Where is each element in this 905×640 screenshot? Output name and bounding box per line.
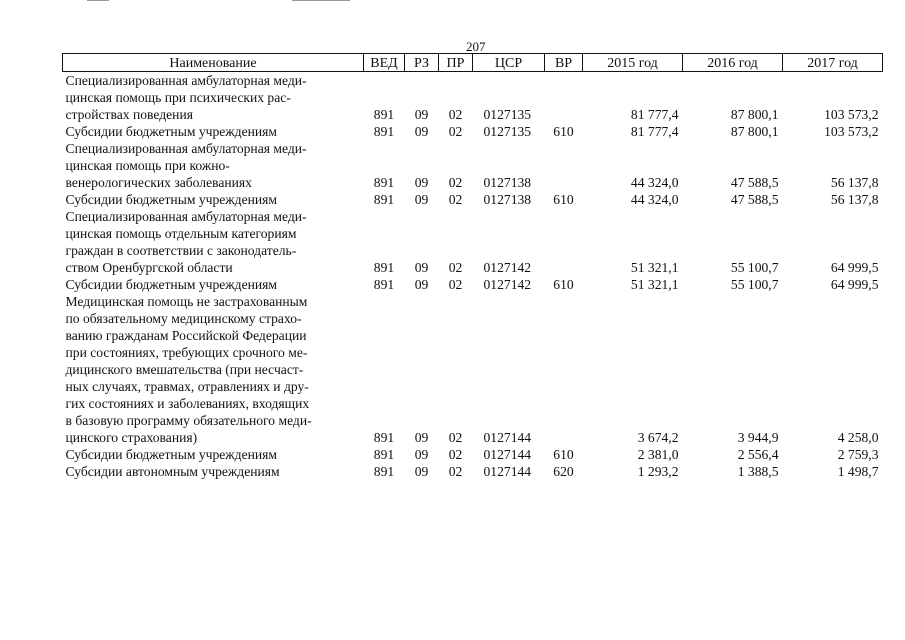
- row-2015: 81 777,4: [630, 124, 679, 139]
- budget-table-container: [62, 53, 882, 480]
- header-ved: ВЕД: [364, 54, 405, 72]
- row-rz: 09: [414, 175, 429, 190]
- row-pr: 02: [448, 192, 463, 207]
- row-ved: 891: [373, 175, 395, 190]
- table-header: [63, 54, 883, 72]
- row-2015: 2 381,0: [637, 447, 679, 462]
- row-2016: 87 800,1: [730, 107, 779, 122]
- header-2016: 2016 год: [683, 54, 783, 72]
- row-csr: 0127144: [483, 447, 532, 462]
- table-row: [63, 276, 883, 293]
- row-2016: 3 944,9: [737, 430, 779, 445]
- row-csr: 0127135: [483, 124, 532, 139]
- table-row: [63, 140, 883, 191]
- row-2017: 103 573,2: [824, 124, 879, 139]
- table-row: [63, 72, 883, 124]
- row-csr: 0127138: [483, 175, 532, 190]
- row-2015: 3 674,2: [637, 430, 679, 445]
- row-2016: 47 588,5: [730, 175, 779, 190]
- header-2015: 2015 год: [583, 54, 683, 72]
- row-pr: 02: [448, 175, 463, 190]
- row-csr: 0127144: [483, 430, 532, 445]
- row-name: Медицинская помощь не застрахованным по обязательному медицинскому страхо- ванию гражданам Российской Федерации при состояниях, требующих срочного ме- дицинского вмешательства (при несчаст- ных случаях, травмах, отравлениях и дру- гих состояниях и заболеваниях, входящих в базовую программу обязательного меди- цинского страхования): [65, 294, 312, 445]
- row-rz: 09: [414, 107, 429, 122]
- row-rz: 09: [414, 192, 429, 207]
- row-rz: 09: [414, 447, 429, 462]
- row-2016: 87 800,1: [730, 124, 779, 139]
- row-2015: 44 324,0: [630, 175, 679, 190]
- row-rz: 09: [414, 464, 429, 479]
- row-2016: 1 388,5: [737, 464, 779, 479]
- row-pr: 02: [448, 430, 463, 445]
- row-csr: 0127142: [483, 260, 532, 275]
- row-name: Специализированная амбулаторная меди- цинская помощь при кожно- венерологических заболеваниях: [65, 141, 307, 190]
- header-csr: ЦСР: [473, 54, 545, 72]
- row-vr: 610: [553, 277, 574, 292]
- row-name: Субсидии бюджетным учреждениям: [65, 124, 278, 139]
- row-name: Специализированная амбулаторная меди- цинская помощь отдельным категориям граждан в соответствии с законодатель- ством Оренбургской области: [65, 209, 307, 275]
- table-body: [63, 72, 883, 481]
- row-2017: 103 573,2: [824, 107, 879, 122]
- row-2017: 56 137,8: [830, 175, 879, 190]
- page-number: 207: [466, 39, 486, 54]
- header-name: Наименование: [63, 54, 364, 72]
- row-vr: [545, 72, 583, 124]
- row-rz: 09: [414, 124, 429, 139]
- row-pr: 02: [448, 277, 463, 292]
- row-ved: 891: [373, 107, 395, 122]
- header-rz: РЗ: [405, 54, 439, 72]
- row-vr: [545, 293, 583, 446]
- row-2016: 47 588,5: [730, 192, 779, 207]
- row-ved: 891: [373, 464, 395, 479]
- table-row: [63, 208, 883, 276]
- row-vr: [545, 140, 583, 191]
- header-vr: ВР: [545, 54, 583, 72]
- table-row: [63, 123, 883, 140]
- table-row: [63, 293, 883, 446]
- row-ved: 891: [373, 192, 395, 207]
- row-name: Субсидии бюджетным учреждениям: [65, 277, 278, 292]
- row-vr: 610: [553, 192, 574, 207]
- row-2017: 2 759,3: [837, 447, 879, 462]
- row-2015: 1 293,2: [637, 464, 679, 479]
- row-pr: 02: [448, 124, 463, 139]
- budget-table: [62, 53, 883, 480]
- row-csr: 0127142: [483, 277, 532, 292]
- row-name: Специализированная амбулаторная меди- цинская помощь при психических рас- стройствах поведения: [65, 73, 307, 122]
- row-2016: 55 100,7: [730, 277, 779, 292]
- row-ved: 891: [373, 124, 395, 139]
- row-2015: 51 321,1: [630, 277, 679, 292]
- row-2017: 56 137,8: [830, 192, 879, 207]
- row-rz: 09: [414, 430, 429, 445]
- row-csr: 0127135: [483, 107, 532, 122]
- row-csr: 0127138: [483, 192, 532, 207]
- table-row: [63, 191, 883, 208]
- row-pr: 02: [448, 464, 463, 479]
- row-2016: 2 556,4: [737, 447, 779, 462]
- header-2017: 2017 год: [783, 54, 883, 72]
- row-ved: 891: [373, 260, 395, 275]
- row-2015: 51 321,1: [630, 260, 679, 275]
- row-vr: 610: [553, 124, 574, 139]
- row-ved: 891: [373, 277, 395, 292]
- row-ved: 891: [373, 447, 395, 462]
- row-2015: 44 324,0: [630, 192, 679, 207]
- scan-edge-mark: [292, 0, 350, 1]
- header-pr: ПР: [439, 54, 473, 72]
- row-2017: 64 999,5: [830, 277, 879, 292]
- row-name: Субсидии бюджетным учреждениям: [65, 447, 278, 462]
- row-vr: [545, 208, 583, 276]
- row-vr: 620: [553, 464, 574, 479]
- row-2015: 81 777,4: [630, 107, 679, 122]
- row-2017: 64 999,5: [830, 260, 879, 275]
- row-ved: 891: [373, 430, 395, 445]
- table-row: [63, 446, 883, 463]
- row-2016: 55 100,7: [730, 260, 779, 275]
- row-vr: 610: [553, 447, 574, 462]
- row-csr: 0127144: [483, 464, 532, 479]
- row-rz: 09: [414, 260, 429, 275]
- row-name: Субсидии бюджетным учреждениям: [65, 192, 278, 207]
- row-rz: 09: [414, 277, 429, 292]
- table-row: [63, 463, 883, 480]
- row-pr: 02: [448, 447, 463, 462]
- row-pr: 02: [448, 107, 463, 122]
- row-2017: 4 258,0: [837, 430, 879, 445]
- row-name: Субсидии автономным учреждениям: [65, 464, 280, 479]
- scan-edge-mark: [87, 0, 109, 1]
- row-pr: 02: [448, 260, 463, 275]
- row-2017: 1 498,7: [837, 464, 879, 479]
